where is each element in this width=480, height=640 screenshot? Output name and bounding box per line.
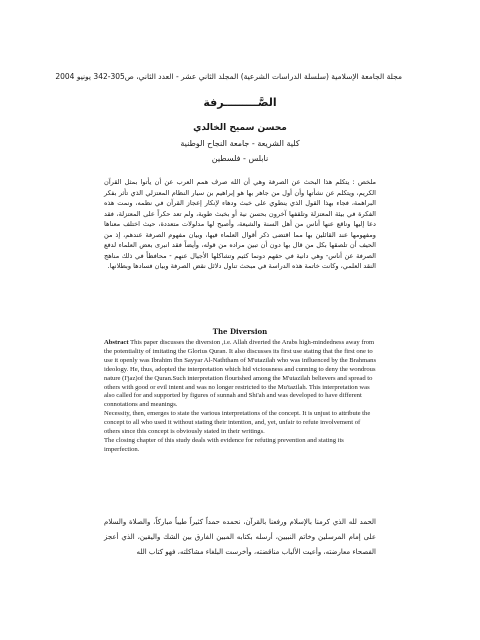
english-title: The Diversion [212, 327, 268, 336]
author-name: محسن سميح الخالدي [193, 123, 287, 133]
english-abstract-paragraph: The closing chapter of this study deals with evidence for refuting prevention and stating its imperfection. [104, 436, 344, 453]
author-location: نابلس - فلسطين [211, 154, 269, 163]
english-abstract [104, 339, 376, 455]
english-abstract-paragraph: Necessity, then, emerges to state the various interpretations of the concept. It is unjust to attribute the concept to all who used it without stating their intention, and, yet, unfair to refute involvement of others since this concept is obviously stated in their writings. [104, 410, 371, 436]
abstract-text: This paper discusses the diversion ,i.e. Allah diverted the Arabs high-mindedness away from the potentiality of imitating the Glorius Quran. It also discusses its first use stating that the first one to use it openly was Ibrahim Ibn Sayyar Al-Naththam of M'utazilah who was influenced by the Brahmans ideology. He, thus, adopted the interpretation which hid viciousness and cunning to deny the wondrous nature (I'jaz)of the Quran.Such interpretation flourished among the M'utazilah believers and spread to others with good or evil intent and was no longer restricted to the Mu'tazilah. This interpretation was also called for and supported by figures of sunnah and Shi'ah and was developed to have different connotations and meanings. [104, 339, 377, 409]
author-affiliation: كلية الشريعة - جامعة النجاح الوطنية [180, 139, 300, 148]
abstract-label: Abstract [104, 339, 129, 346]
arabic-introduction [104, 515, 376, 560]
paper-title: الصَّـــــــــرفة [203, 96, 277, 109]
arabic-abstract: ملخص : يتكلم هذا البحث عن الصرفة وهي أن الله صرف همم العرب عن أن يأتوا بمثل القرآن الكريم، ويتكلم عن نشأتها وأن أول من جاهر بها هو إبراهيم بن سيار النظام المعتزلي الذي تأثر بفكر البراهمة، فجاء بهذا القول الذي ينطوي على خبث ودهاء لإنكار إعجاز القرآن في نظمه، ونمت هذه الفكرة في بيئة المعتزلة وتلقفها آخرون بحسن نية أو بخبث طوية، ولم تعد حكراً على المعتزلة، فقد دعا إليها وناقع عنها أناس من أهل السنة والشيعة، وأصبح لها مدلولات متعددة، حيث اختلف معناها ومفهومها عند القائلين بها مما اقتضى ذكر أقوال العلماء فيها، وبيان مفهوم الصرفة عندهم، إذ من الحيف أن تلصقها بكل من قال بها دون أن تبين مراده من قوله، وأيضاً فقد انبرى بعض العلماء لدفع الصرفة عن أناس- وهي دانية في حقهم دونما كثيم وتشاكلها الأجيال عنهم - محافظاً في ذلك مناهج النقد العلمي، وكانت خاتمة هذه الدراسة في مبحث تناول دلائل نقض الصرفة وبيان فسادها وبطلانها. [104, 178, 376, 270]
english-abstract-paragraph [104, 339, 376, 410]
introduction-paragraph: الحمد لله الذي كرمنا بالإسلام ورفعنا بالقرآن، نحمده حمداً كثيراً طيباً مباركاً، والصلاة والسلام على إمام المرسلين وخاتم النبيين، أرسله بكتابه المبين الفارق بين الشك واليقين، الذي أعجز الفصحاء معارضته، وأعيت الألباب مناقضته، وأخرست البلغاء مشاكلته، فهو كتاب الله [104, 518, 376, 556]
journal-citation-header: مجلة الجامعة الإسلامية (سلسلة الدراسات الشرعية) المجلد الثاني عشر - العدد الثاني، ص305-342 يونيو 2004 [55, 72, 402, 81]
